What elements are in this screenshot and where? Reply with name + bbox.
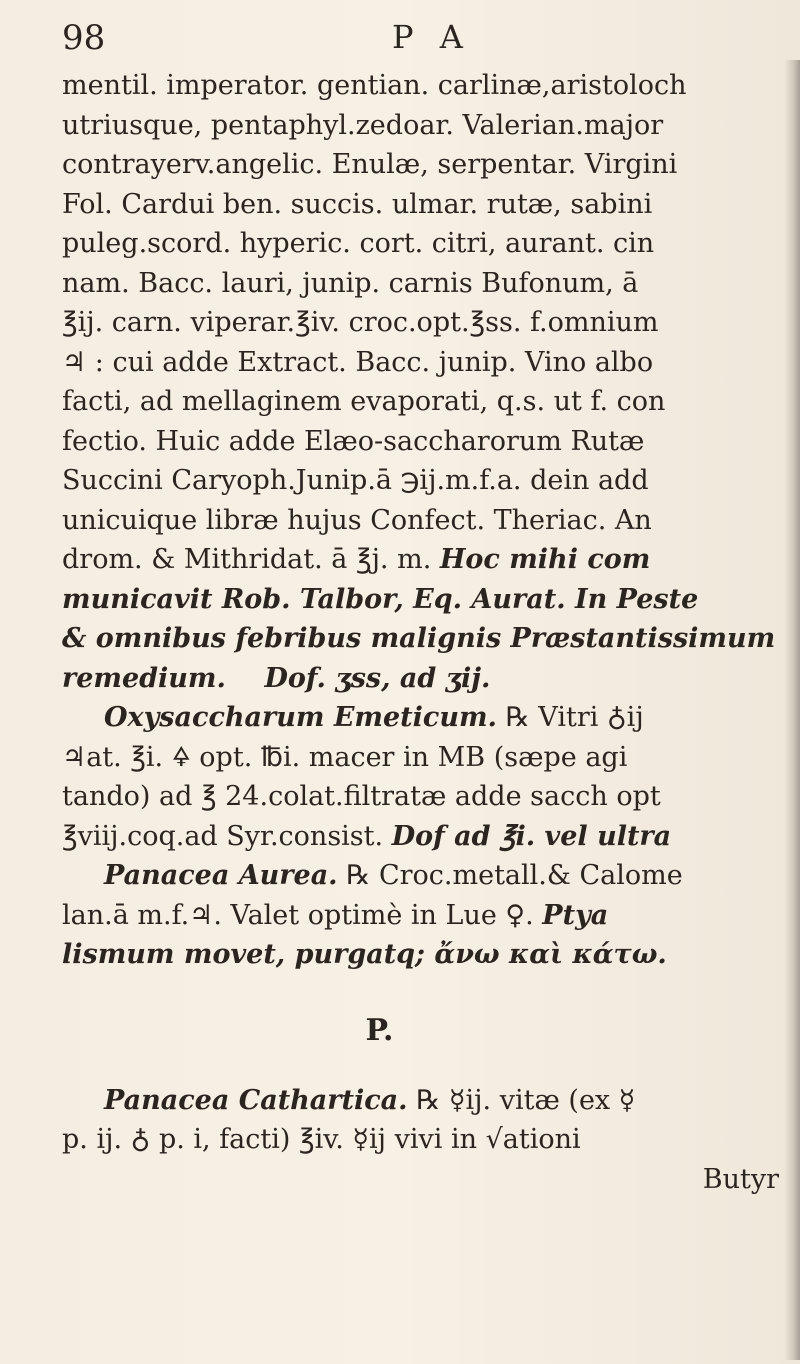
recipe-heading-line — [62, 1081, 787, 1121]
section-heading: P. — [365, 1012, 394, 1048]
text-line — [62, 659, 787, 699]
text-line: Fol. Cardui ben. succis. ulmar. rutæ, sabini — [62, 188, 653, 220]
text-line: ♃ : cui adde Extract. Bacc. junip. Vino albo — [62, 346, 654, 378]
running-head: P A — [392, 18, 471, 56]
text-line: ℥ij. carn. viperar.℥iv. croc.opt.℥ss. f.omnium — [62, 307, 659, 338]
text-line: ♃at. ℥i. 🜍 opt. ℔i. macer in MB (sæpe agi — [62, 741, 628, 773]
text-span: ℥viij.coq.ad Syr.consist. — [62, 820, 392, 852]
text-span: lan.ā m.f.♃. Valet optimè in Lue ♀. — [62, 899, 543, 931]
italic-span: Dof ad ℥i. vel ultra — [391, 820, 672, 852]
text-line: tando) ad ℥ 24.colat.filtratæ adde sacch opt — [62, 781, 661, 812]
recipe-title: Oxysaccharum Emeticum. — [104, 702, 497, 733]
spacer — [62, 1063, 787, 1081]
text-line: Succini Caryoph.Junip.ā ℈ij.m.f.a. dein add — [62, 465, 649, 496]
recipe-title: Panacea Cathartica. — [104, 1084, 408, 1116]
text-line: facti, ad mellaginem evaporati, q.s. ut f. con — [62, 386, 666, 417]
page-header — [62, 14, 762, 60]
text-span: ℞ Vitri ♁ij — [496, 702, 644, 733]
recipe-heading-line — [62, 856, 787, 896]
recipe-title: Panacea Aurea. — [104, 860, 338, 891]
body-text — [62, 66, 787, 1199]
text-line: mentil. imperator. gentian. carlinæ,aristoloch — [62, 70, 687, 101]
text-line: puleg.scord. hyperic. cort. citri, aurant. cin — [62, 228, 655, 259]
text-line: utriusque, pentaphyl.zedoar. Valerian.major — [62, 109, 664, 141]
text-line: contrayerv.angelic. Enulæ, serpentar. Virgini — [62, 149, 678, 180]
italic-span: Hoc mihi com — [439, 544, 651, 575]
text-line: p. ij. ♁ p. i, facti) ℥iv. ☿ij vivi in √ationi — [62, 1124, 581, 1155]
text-line: unicuique libræ hujus Confect. Theriac. An — [62, 504, 652, 536]
text-line: nam. Bacc. lauri, junip. carnis Bufonum, ā — [62, 267, 639, 299]
text-span: drom. & Mithridat. ā ℥j. m. — [62, 544, 440, 575]
spacer — [62, 975, 787, 999]
page-number: 98 — [62, 18, 106, 58]
text-span: ℞ Croc.metall.& Calome — [337, 860, 683, 891]
text-line — [62, 896, 787, 936]
italic-line: lismum movet, purgatq; ἄνω καὶ κάτω. — [62, 939, 667, 970]
text-line — [62, 540, 787, 580]
dose-label: Dof. — [264, 662, 336, 694]
catchword: Butyr — [702, 1163, 779, 1195]
text-line — [62, 817, 787, 857]
italic-line: municavit Rob. Talbor, Eq. Aurat. In Peste — [62, 583, 699, 615]
text-span: ℞ ☿ij. vitæ (ex ☿ — [407, 1084, 636, 1116]
italic-line: & omnibus febribus malignis Præstantissimum — [62, 623, 776, 654]
text-line: fectio. Huic adde Elæo-saccharorum Rutæ — [62, 425, 645, 457]
recipe-heading-line — [62, 698, 787, 738]
italic-span: Ptya — [542, 899, 609, 931]
italic-span: remedium. — [62, 662, 226, 694]
dose-value: ʒss, ad ʒij. — [335, 662, 491, 694]
